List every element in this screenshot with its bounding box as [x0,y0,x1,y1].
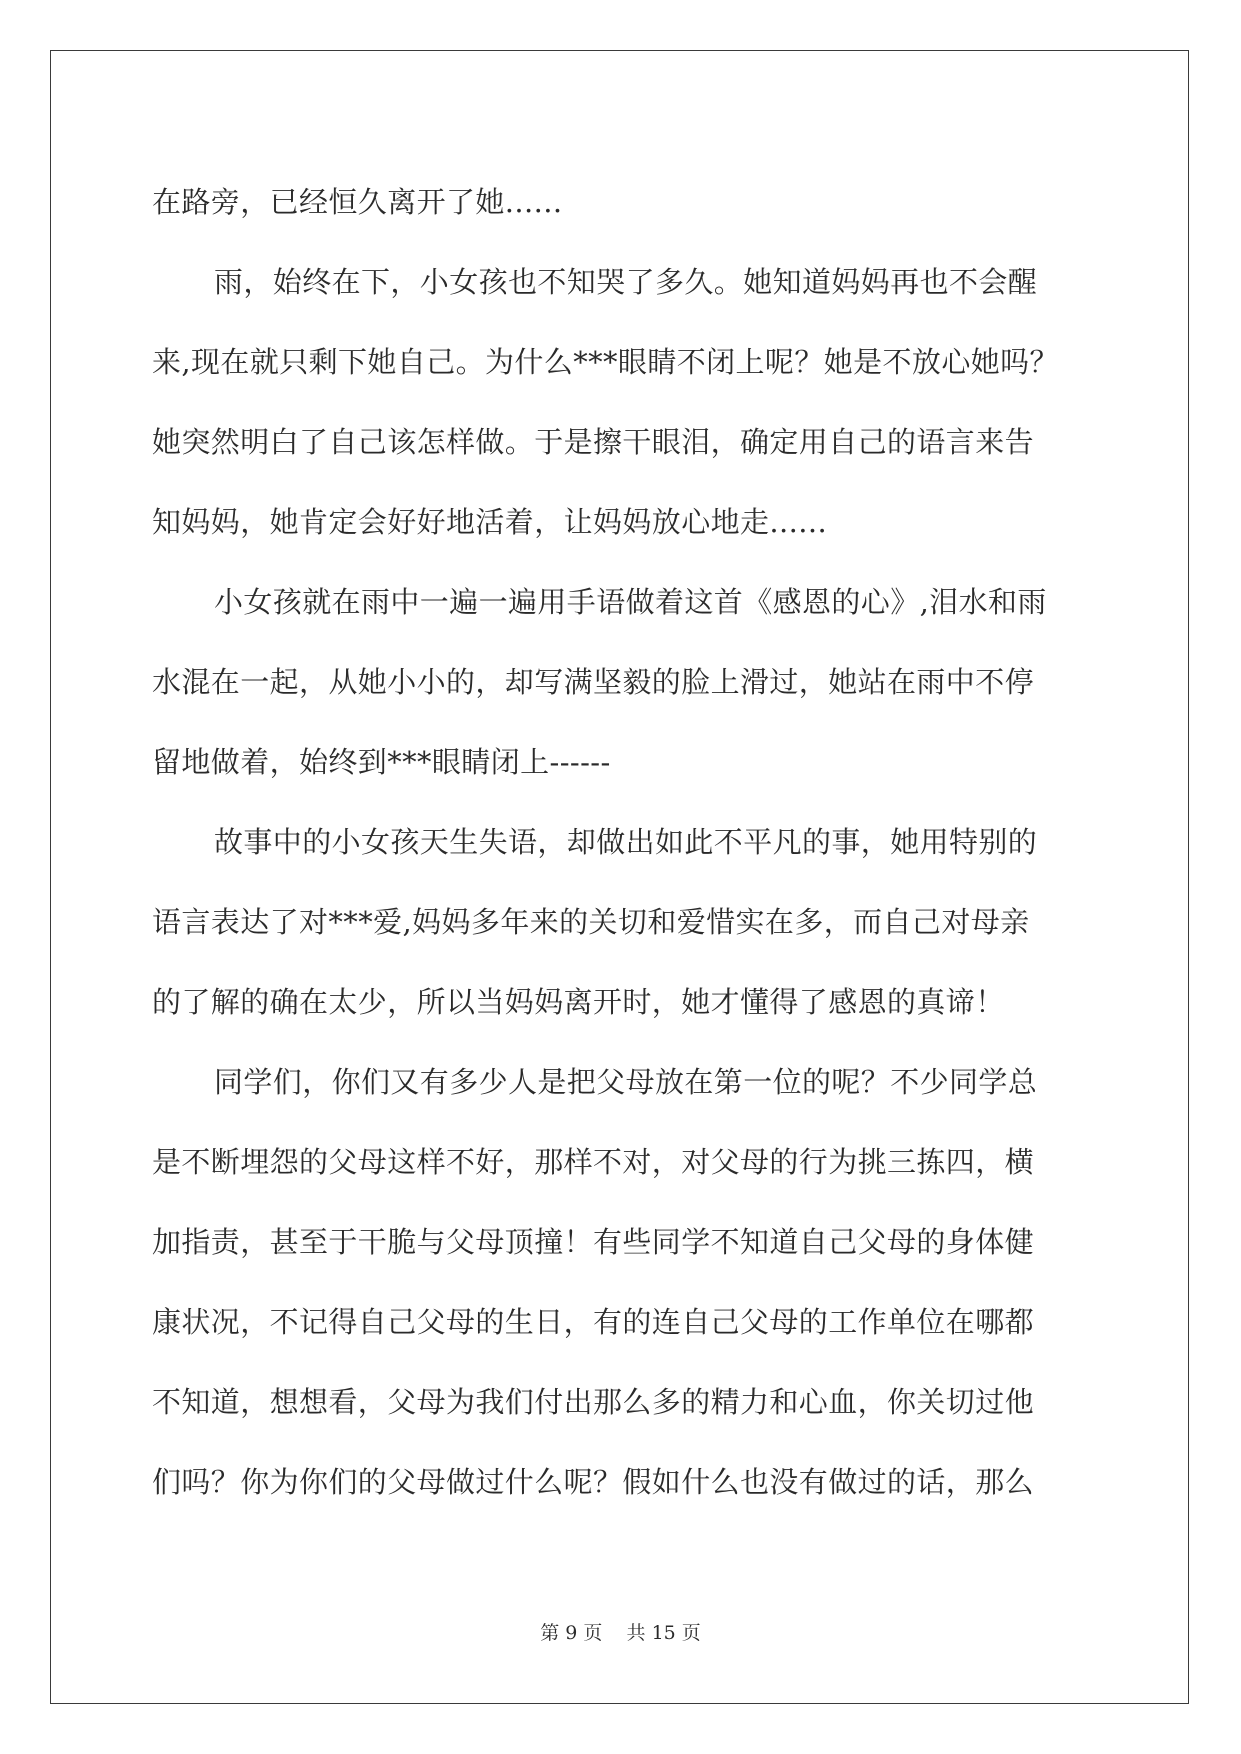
page-number-footer: 第 9 页 共 15 页 [540,1622,701,1644]
text-line: 她突然明白了自己该怎样做。于是擦干眼泪，确定用自己的语言来告 [152,425,1035,459]
text-line: 们吗？你为你们的父母做过什么呢？假如什么也没有做过的话，那么 [152,1465,1035,1499]
text-line: 是不断埋怨的父母这样不好，那样不对，对父母的行为挑三拣四，横 [152,1145,1035,1179]
paragraph-start-line: 故事中的小女孩天生失语，却做出如此不平凡的事，她用特别的 [214,825,1038,859]
text-line: 水混在一起，从她小小的，却写满坚毅的脸上滑过，她站在雨中不停 [152,665,1035,699]
text-line: 康状况，不记得自己父母的生日，有的连自己父母的工作单位在哪都 [152,1305,1035,1339]
text-line: 语言表达了对***爱,妈妈多年来的关切和爱惜实在多，而自己对母亲 [152,905,1030,939]
paragraph-start-line: 同学们，你们又有多少人是把父母放在第一位的呢？不少同学总 [214,1065,1038,1099]
text-line: 不知道，想想看，父母为我们付出那么多的精力和心血，你关切过他 [152,1385,1035,1419]
document-body [152,162,1102,1522]
paragraph-start-line: 雨，始终在下，小女孩也不知哭了多久。她知道妈妈再也不会醒 [214,265,1038,299]
text-line: 知妈妈，她肯定会好好地活着，让妈妈放心地走...... [152,505,828,539]
paragraph-start-line: 小女孩就在雨中一遍一遍用手语做着这首《感恩的心》,泪水和雨 [214,585,1047,619]
text-line: 在路旁，已经恒久离开了她...... [152,185,563,219]
text-line: 加指责，甚至于干脆与父母顶撞！有些同学不知道自己父母的身体健 [152,1225,1035,1259]
text-line: 留地做着，始终到***眼睛闭上------ [152,745,611,779]
text-line: 来,现在就只剩下她自己。为什么***眼睛不闭上呢？她是不放心她吗？ [152,345,1059,379]
text-line: 的了解的确在太少，所以当妈妈离开时，她才懂得了感恩的真谛！ [152,985,1005,1019]
